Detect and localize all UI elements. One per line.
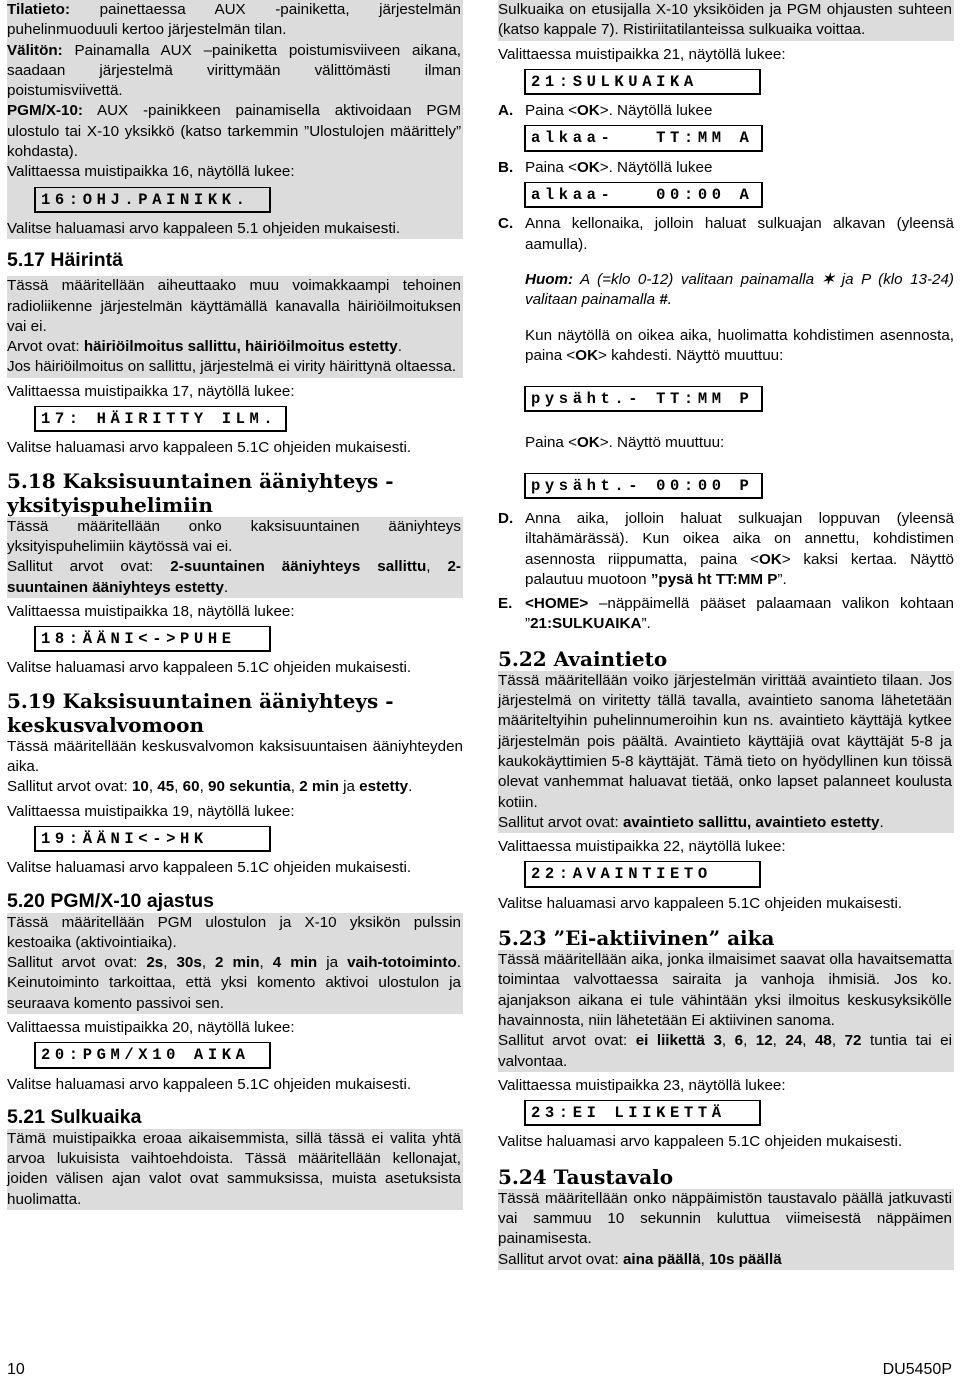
paragraph-5-18-b: Sallitut arvot ovat: 2-suuntainen ääniyhteys sallittu, 2-suuntainen ääniyhteys estetty.: [7, 557, 463, 598]
select-23-text: Valitse haluamasi arvo kappaleen 5.1C ohjeiden mukaisesti.: [498, 1133, 903, 1151]
right-column: [498, 0, 954, 1270]
step-b: B. Paina <OK>. Näytöllä lukee: [498, 158, 713, 176]
step-c-paina: Paina <OK>. Näyttö muuttuu:: [525, 434, 725, 452]
select-16-text: Valitse haluamasi arvo kappaleen 5.1 ohjeiden mukaisesti.: [7, 219, 463, 239]
lcd-display-b: alkaa- 00:00 A: [524, 182, 763, 208]
lcd-display-20: 20:PGM/X10 AIKA: [34, 1042, 271, 1068]
hash-key-icon: #: [659, 291, 668, 309]
paragraph-5-23-a: Tässä määritellään aika, jonka ilmaisimet saavat olla havaitsematta toimintaa valvottaessa sairaita ja vanhoja ihmisiä. Jos ko. ajanjakson aikana ei tule vähintään yksi ilmoitus keskusyksikölle havainnosta, niin lähetetään Ei aktiivinen sanoma.: [498, 950, 954, 1031]
paragraph-5-24-a: Tässä määritellään onko näppäimistön taustavalo päällä jatkuvasti vai sammuu 10 sekunnin kuluttua viimeisestä näppäimen painamisesta.: [498, 1189, 954, 1250]
memory-22-label: Valittaessa muistipaikka 22, näytöllä lukee:: [498, 838, 786, 856]
step-a: A. Paina <OK>. Näytöllä lukee: [498, 102, 713, 120]
heading-5-20: 5.20 PGM/X-10 ajastus: [7, 889, 215, 912]
paragraph-5-19-a: Tässä määritellään keskusvalvomon kaksisuuntaisen ääniyhteyden aika.: [7, 737, 463, 776]
memory-19-label: Valittaessa muistipaikka 19, näytöllä lukee:: [7, 802, 295, 820]
paragraph-pgm: PGM/X-10: AUX -painikkeen painamisella aktivoidaan PGM ulostulo tai X-10 yksikkö (katso tarkemmin ”Ulostulojen määrittely” kohdasta).: [7, 101, 463, 162]
memory-21-label: Valittaessa muistipaikka 21, näytöllä lukee:: [498, 45, 786, 63]
lcd-display-19: 19:ÄÄNI<->HK: [34, 826, 271, 852]
paragraph-5-17-c: Jos häiriöilmoitus on sallittu, järjestelmä ei virity häirittynä oltaessa.: [7, 357, 463, 377]
select-20-text: Valitse haluamasi arvo kappaleen 5.1C ohjeiden mukaisesti.: [7, 1075, 412, 1093]
star-key-icon: ✶: [821, 271, 835, 289]
paragraph-5-23-b: Sallitut arvot ovat: ei liikettä 3, 6, 12, 24, 48, 72 tuntia tai ei valvontaa.: [498, 1031, 954, 1072]
lcd-display-a: alkaa- TT:MM A: [524, 125, 763, 151]
lcd-display-23: 23:EI LIIKETTÄ: [524, 1100, 761, 1126]
paragraph-5-17-b: Arvot ovat: häiriöilmoitus sallittu, häiriöilmoitus estetty.: [7, 337, 463, 357]
paragraph-5-20-a: Tässä määritellään PGM ulostulon ja X-10 yksikön pulssin kestoaika (aktivointiaika).: [7, 913, 463, 954]
paragraph-5-19-b: Sallitut arvot ovat: 10, 45, 60, 90 sekuntia, 2 min ja estetty.: [7, 778, 413, 796]
paragraph-valiton: Välitön: Painamalla AUX –painiketta poistumisviiveen aikana, saadaan järjestelmä virittymään välittömästi ilman poistumisviivettä.: [7, 41, 463, 102]
lcd-display-21: 21:SULKUAIKA: [524, 69, 761, 95]
page-number: 10: [7, 1361, 25, 1378]
step-c-kun: Kun näytöllä on oikea aika, huolimatta kohdistimen asennosta, paina <OK> kahdesti. Näyttö muuttuu:: [525, 326, 954, 365]
lcd-display-c2: pysäht.- 00:00 P: [524, 473, 763, 499]
select-18-text: Valitse haluamasi arvo kappaleen 5.1C ohjeiden mukaisesti.: [7, 659, 412, 677]
lcd-display-16: 16:OHJ.PAINIKK.: [34, 187, 271, 213]
paragraph-5-22-b: Sallitut arvot ovat: avaintieto sallittu, avaintieto estetty.: [498, 813, 954, 833]
paragraph-5-18-a: Tässä määritellään onko kaksisuuntainen ääniyhteys yksityispuhelimiin käytössä vai ei.: [7, 517, 463, 558]
heading-5-23: 5.23 ”Ei-aktiivinen” aika: [498, 926, 775, 951]
paragraph-5-22-a: Tässä määritellään voiko järjestelmän virittää avaintieto tilaan. Jos järjestelmä on viritetty tällä tavalla, avaintieto sanoma lähetetään määriteltyihin puhelinnumeroihin kun ns. avaintieto käyttäjä kytkee järjestelmän pois päältä. Avaintieto käyttäjiä ovat käyttäjät 5-8 ja kaukokäyttimien 5-8 käyttäjät. Tämä tieto on hyödyllinen kun töissä olevat vanhemmat haluavat tietää, onko lapset palanneet koulusta kotiin.: [498, 671, 954, 813]
lcd-display-17: 17: HÄIRITTY ILM.: [34, 406, 287, 432]
document-code: DU5450P: [882, 1361, 952, 1378]
heading-5-19: 5.19 Kaksisuuntainen ääniyhteys - keskusvalvomoon: [7, 688, 394, 737]
left-column: [7, 0, 463, 1210]
step-c: C. Anna kellonaika, jolloin haluat sulkuajan alkavan (yleensä aamulla).: [498, 215, 954, 253]
heading-5-18: 5.18 Kaksisuuntainen ääniyhteys -yksityispuhelimiin: [7, 468, 394, 517]
memory-18-label: Valittaessa muistipaikka 18, näytöllä lukee:: [7, 602, 295, 620]
memory-20-label: Valittaessa muistipaikka 20, näytöllä lukee:: [7, 1018, 295, 1036]
paragraph-sulkuaika-top: Sulkuaika on etusijalla X-10 yksiköiden ja PGM ohjausten suhteen (katso kappale 7). Ristiriitatilanteissa sulkuaika voittaa.: [498, 0, 954, 41]
heading-5-22: 5.22 Avaintieto: [498, 646, 668, 671]
heading-5-24: 5.24 Taustavalo: [498, 1164, 674, 1189]
lcd-display-c1: pysäht.- TT:MM P: [524, 386, 763, 412]
select-17-text: Valitse haluamasi arvo kappaleen 5.1C ohjeiden mukaisesti.: [7, 439, 412, 457]
paragraph-5-21: Tämä muistipaikka eroaa aikaisemmista, sillä tässä ei valita yhtä arvoa lukuisista vaihtoehdoista. Tässä määritellään kellonajat, joiden välisen ajan valot ovat sammuksissa, muista asetuksista huolimatta.: [7, 1129, 463, 1210]
memory-17-label: Valittaessa muistipaikka 17, näytöllä lukee:: [7, 382, 295, 400]
step-e: E. <HOME> –näppäimellä pääset palaamaan valikon kohtaan ”21:SULKUAIKA”.: [498, 595, 954, 633]
lcd16-wrap: [7, 183, 463, 219]
heading-5-21: 5.21 Sulkuaika: [7, 1105, 142, 1128]
heading-5-17: 5.17 Häirintä: [7, 249, 123, 272]
paragraph-tilatieto: Tilatieto: painettaessa AUX -painiketta, järjestelmän puhelinmuoduuli kertoo järjestelmän tilan.: [7, 0, 463, 41]
step-c-note: Huom: A (=klo 0-12) valitaan painamalla ✶ ja P (klo 13-24) valitaan painamalla #.: [525, 271, 954, 309]
paragraph-5-17-a: Tässä määritellään aiheuttaako muu voimakkaampi tehoinen radioliikenne järjestelmän käyttämällä kanavalla häiriöilmoituksen vai ei.: [7, 276, 463, 337]
lcd-display-18: 18:ÄÄNI<->PUHE: [34, 626, 271, 652]
paragraph-5-24-b: Sallitut arvot ovat: aina päällä, 10s päällä: [498, 1250, 954, 1270]
lcd-display-22: 22:AVAINTIETO: [524, 861, 761, 887]
memory-23-label: Valittaessa muistipaikka 23, näytöllä lukee:: [498, 1076, 786, 1094]
memory-16-label: Valittaessa muistipaikka 16, näytöllä lukee:: [7, 162, 463, 182]
step-d: D. Anna aika, jolloin haluat sulkuajan loppuvan (yleensä iltahämärässä). Kun oikea aika on annettu, kohdistimen asennosta riippumatta, paina <OK> kaksi kertaa. Näyttö palautuu muotoon ”pysä ht TT:MM P”.: [498, 509, 954, 588]
select-19-text: Valitse haluamasi arvo kappaleen 5.1C ohjeiden mukaisesti.: [7, 859, 412, 877]
select-22-text: Valitse haluamasi arvo kappaleen 5.1C ohjeiden mukaisesti.: [498, 894, 903, 912]
paragraph-5-20-b: Sallitut arvot ovat: 2s, 30s, 2 min, 4 min ja vaih-totoiminto. Keinutoiminto tarkoittaa, että yksi komento aktivoi ulostulon ja seuraava komento passivoi sen.: [7, 953, 463, 1014]
